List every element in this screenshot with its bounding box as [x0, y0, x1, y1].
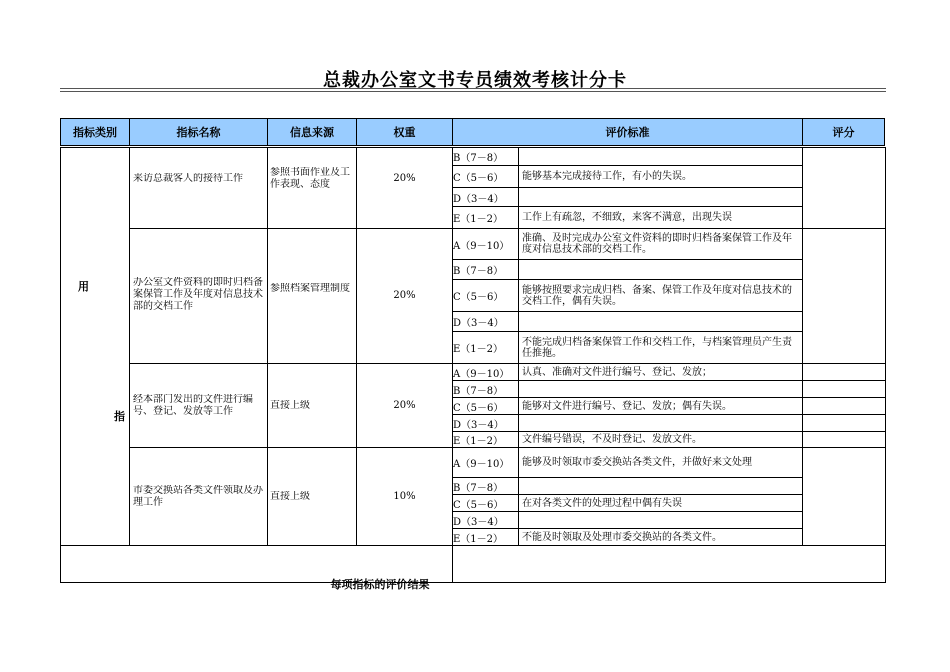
- grade-desc: 能够对文件进行编号、登记、发放；偶有失误。: [522, 400, 732, 412]
- grade-label: B（7－8）: [453, 153, 504, 164]
- header-criteria: 评价标准: [452, 118, 803, 146]
- indicator-source: 参照档案管理制度: [270, 283, 350, 294]
- grade-desc: [522, 415, 800, 431]
- indicator-name: 经本部门发出的文件进行编号、登记、发放等工作: [133, 394, 253, 417]
- grade-desc: 认真、准确对文件进行编号、登记、发放；: [522, 366, 712, 378]
- grade-label: A（9－10）: [453, 459, 510, 470]
- grade-label: C（5－6）: [453, 402, 504, 414]
- summary-label: 每项指标的评价结果: [330, 578, 430, 591]
- grade-label: A（9－10）: [453, 368, 510, 380]
- indicator-source: 直接上级: [270, 491, 310, 502]
- grade-desc: [522, 260, 800, 279]
- grade-label: D（3－4）: [453, 193, 504, 205]
- grade-desc: 能够按照要求完成归档、备案、保管工作及年度对信息技术的交档工作，偶有失误。: [522, 284, 792, 307]
- row-line: [60, 545, 886, 546]
- grade-desc: 在对各类文件的处理过程中偶有失误: [522, 497, 682, 509]
- grade-desc: 不能完成归档备案保管工作和交档工作，与档案管理员产生责任推拖。: [522, 336, 792, 359]
- header-name: 指标名称: [129, 118, 268, 146]
- grade-label: D（3－4）: [453, 516, 504, 528]
- col-line: [356, 147, 357, 545]
- grade-desc: [522, 381, 800, 397]
- header-weight: 权重: [356, 118, 453, 146]
- grade-desc: [522, 188, 800, 206]
- indicator-weight: 20%: [393, 173, 416, 184]
- grade-desc: [522, 148, 800, 165]
- indicator-source: 参照书面作业及工作表现、态度: [270, 167, 350, 190]
- grade-label: B（7－8）: [453, 482, 504, 494]
- grade-desc: [522, 478, 800, 494]
- grade-label: D（3－4）: [453, 419, 504, 431]
- grade-desc: 能够及时领取市委交换站各类文件，并做好来文处理: [522, 457, 752, 468]
- indicator-weight: 10%: [393, 491, 416, 502]
- grade-desc: [522, 512, 800, 528]
- header-score: 评分: [802, 118, 885, 146]
- category-char: 用: [78, 280, 89, 293]
- grade-label: C（5－6）: [453, 173, 504, 184]
- indicator-weight: 20%: [393, 290, 416, 301]
- indicator-name: 来访总裁客人的接待工作: [133, 173, 243, 184]
- title-rule-top: [60, 88, 886, 89]
- grade-desc: 不能及时领取及处理市委交换站的各类文件。: [522, 531, 722, 543]
- grade-label: E（1－2）: [453, 214, 504, 225]
- grade-label: B（7－8）: [453, 385, 504, 397]
- indicator-weight: 20%: [393, 400, 416, 411]
- grade-desc: 能够基本完成接待工作，有小的失误。: [522, 171, 692, 182]
- grade-desc: 准确、及时完成办公室文件资料的即时归档备案保管工作及年度对信息技术部的交档工作。: [522, 233, 792, 255]
- title-rule-bottom: [60, 91, 886, 92]
- grade-label: B（7－8）: [453, 266, 504, 277]
- grade-label: A（9－10）: [453, 240, 510, 252]
- header-source: 信息来源: [267, 118, 357, 146]
- grade-label: E（1－2）: [453, 533, 504, 545]
- grade-desc: [522, 312, 800, 331]
- grade-desc: 文件编号错误，不及时登记、发放文件。: [522, 434, 702, 445]
- grade-desc: 工作上有疏忽，不细致，来客不满意，出现失误: [522, 212, 732, 223]
- col-line: [267, 147, 268, 545]
- grade-label: E（1－2）: [453, 436, 504, 447]
- header-category: 指标类别: [60, 118, 130, 146]
- indicator-name: 市委交换站各类文件领取及办理工作: [133, 485, 263, 508]
- page-title: 总裁办公室文书专员绩效考核计分卡: [323, 70, 627, 91]
- grade-label: C（5－6）: [453, 292, 504, 303]
- grade-label: C（5－6）: [453, 499, 504, 511]
- grade-label: D（3－4）: [453, 318, 504, 329]
- category-char: 指: [114, 410, 125, 423]
- indicator-name: 办公室文件资料的即时归档备案保管工作及年度对信息技术部的交档工作: [133, 277, 263, 312]
- col-line: [129, 147, 130, 545]
- indicator-source: 直接上级: [270, 400, 310, 411]
- grade-label: E（1－2）: [453, 344, 504, 355]
